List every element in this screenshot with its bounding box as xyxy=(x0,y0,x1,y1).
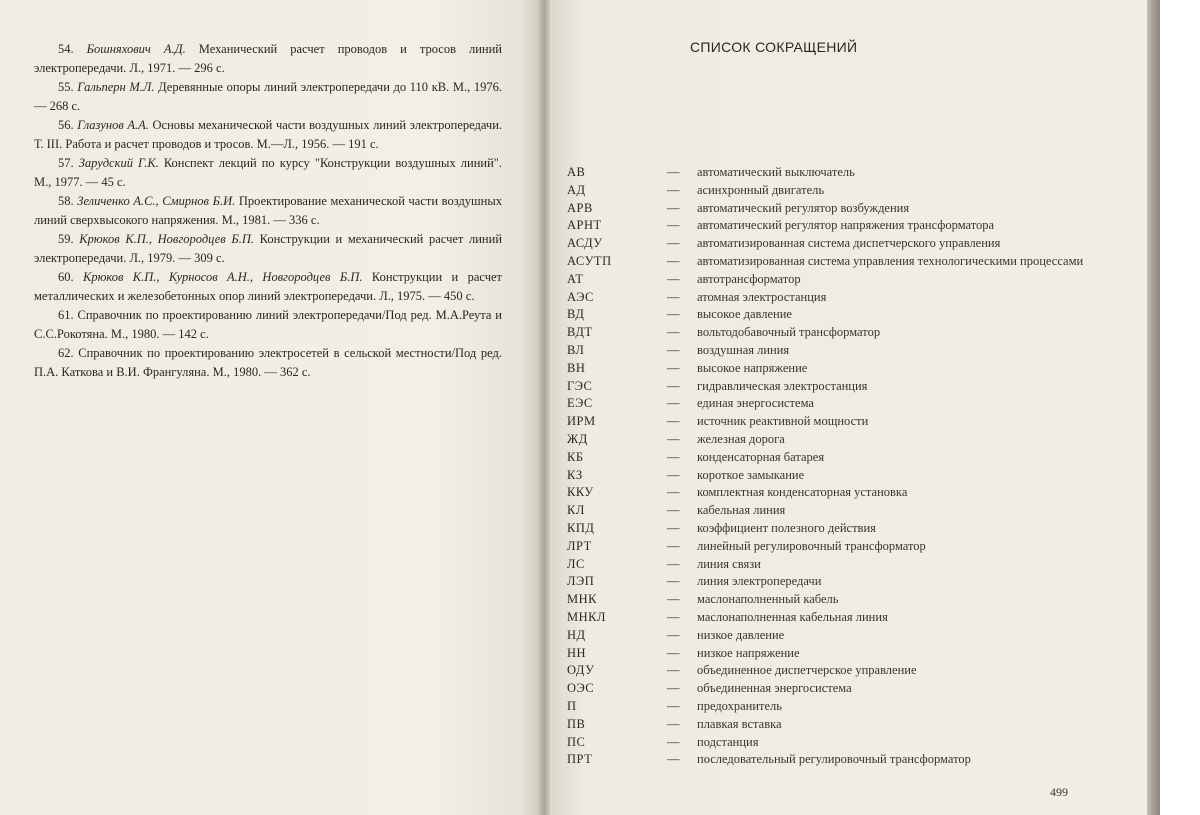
abbreviation-dash: — xyxy=(667,467,680,482)
abbreviation-dash: — xyxy=(667,698,680,713)
abbreviation-definition: маслонаполненная кабельная линия xyxy=(697,609,888,624)
abbreviation-definition: автоматизированная система диспетчерского управления xyxy=(697,236,1001,251)
reference-number: 57. xyxy=(58,156,74,170)
reference-text: Конструкции и механический расчет линий электропередачи. Л., 1979. — 309 с. xyxy=(34,232,503,265)
abbreviation-code: ВД xyxy=(567,307,585,322)
abbreviation-definition: единая энергосистема xyxy=(697,396,814,411)
abbreviation-definition: линия электропередачи xyxy=(697,574,822,589)
abbreviation-row xyxy=(567,413,1087,431)
abbreviation-definition: высокое давление xyxy=(697,307,792,322)
abbreviation-row xyxy=(567,217,1087,235)
abbreviation-dash: — xyxy=(667,182,680,197)
abbreviation-row xyxy=(567,289,1087,307)
abbreviation-row xyxy=(567,627,1087,645)
abbreviation-definition: подстанция xyxy=(697,734,759,749)
abbreviation-code: АТ xyxy=(567,271,584,286)
abbreviation-code: АЭС xyxy=(567,289,594,304)
abbreviation-code: АВ xyxy=(567,165,586,179)
abbreviation-dash: — xyxy=(667,520,680,535)
abbreviation-code: П xyxy=(567,698,577,713)
abbreviation-code: ИРМ xyxy=(567,414,596,429)
abbreviation-code: ЛС xyxy=(567,556,585,571)
abbreviation-definition: гидравлическая электростанция xyxy=(697,378,868,393)
abbreviation-dash: — xyxy=(667,663,680,678)
abbreviation-code: ОЭС xyxy=(567,681,595,696)
reference-number: 54. xyxy=(58,42,74,56)
abbreviation-code: КБ xyxy=(567,449,584,464)
abbreviation-dash: — xyxy=(667,449,680,464)
abbreviation-definition: кабельная линия xyxy=(697,503,786,518)
reference-item xyxy=(34,230,502,268)
abbreviation-code: ККУ xyxy=(567,485,594,500)
abbreviation-code: ОДУ xyxy=(567,663,595,678)
abbreviation-code: ЛРТ xyxy=(567,538,592,553)
abbreviation-row xyxy=(567,662,1087,680)
reference-item xyxy=(34,78,502,116)
abbreviation-row xyxy=(567,324,1087,342)
abbreviation-code: АРНТ xyxy=(567,218,602,233)
abbreviation-row xyxy=(567,520,1087,538)
abbreviation-dash: — xyxy=(667,645,680,660)
abbreviation-row xyxy=(567,609,1087,627)
abbreviation-definition: автотрансформатор xyxy=(697,271,801,286)
abbreviation-definition: последовательный регулировочный трансформатор xyxy=(697,752,971,767)
reference-authors: Глазунов А.А. xyxy=(77,118,149,132)
abbreviation-code: ПВ xyxy=(567,716,586,731)
reference-authors: Крюков К.П., Новгородцев Б.П. xyxy=(79,232,254,246)
reference-item xyxy=(34,306,502,344)
abbreviation-definition: воздушная линия xyxy=(697,342,790,357)
abbreviation-definition: конденсаторная батарея xyxy=(697,449,825,464)
abbreviation-code: АД xyxy=(567,182,586,197)
reference-authors: Бошняхович А.Д. xyxy=(86,42,186,56)
abbreviation-row xyxy=(567,182,1087,200)
abbreviation-dash: — xyxy=(667,378,680,393)
reference-text: Механический расчет проводов и тросов линий электропередачи. Л., 1971. — 296 с. xyxy=(34,42,502,75)
abbreviation-code: МНКЛ xyxy=(567,609,606,624)
abbreviation-code: ПС xyxy=(567,734,586,749)
abbreviation-dash: — xyxy=(667,253,680,268)
abbreviation-row xyxy=(567,395,1087,413)
reference-number: 60. xyxy=(58,270,74,284)
abbreviation-row xyxy=(567,164,1087,182)
abbreviation-definition: железная дорога xyxy=(697,431,785,446)
abbreviation-dash: — xyxy=(667,271,680,286)
abbreviation-dash: — xyxy=(667,627,680,642)
abbreviation-row xyxy=(567,271,1087,289)
abbreviation-dash: — xyxy=(667,236,680,251)
reference-authors: Зарудский Г.К. xyxy=(78,156,159,170)
abbreviation-dash: — xyxy=(667,681,680,696)
page-title: СПИСОК СОКРАЩЕНИЙ xyxy=(690,39,858,55)
abbreviation-definition: линия связи xyxy=(697,556,761,571)
page-edge xyxy=(1147,0,1160,815)
abbreviation-dash: — xyxy=(667,165,680,179)
abbreviation-definition: автоматический регулятор напряжения трансформатора xyxy=(697,218,995,233)
abbreviation-dash: — xyxy=(667,289,680,304)
abbreviation-dash: — xyxy=(667,734,680,749)
abbreviation-dash: — xyxy=(667,485,680,500)
reference-text: Конспект лекций по курсу "Конструкции воздушных линий". М., 1977. — 45 с. xyxy=(34,156,502,189)
abbreviation-definition: высокое напряжение xyxy=(697,360,808,375)
abbreviation-row xyxy=(567,716,1087,734)
abbreviation-row xyxy=(567,200,1087,218)
abbreviation-code: АРВ xyxy=(567,200,593,215)
abbreviation-code: КЗ xyxy=(567,467,583,482)
abbreviation-code: АСУТП xyxy=(567,253,612,268)
abbreviation-dash: — xyxy=(667,752,680,767)
abbreviation-dash: — xyxy=(667,325,680,340)
abbreviation-definition: автоматизированная система управления технологическими процессами xyxy=(697,253,1084,268)
reference-text: Основы механической части воздушных линий электропередачи. Т. III. Работа и расчет проводов и тросов. М.—Л., 1956. — 191 с. xyxy=(34,118,503,151)
abbreviation-dash: — xyxy=(667,592,680,607)
abbreviation-definition: маслонаполненный кабель xyxy=(697,592,839,607)
reference-authors: Зеличенко А.С., Смирнов Б.И. xyxy=(77,194,236,208)
reference-text: Справочник по проектированию электросетей в сельской местности/Под ред. П.А. Каткова и В.И. Франгуляна. М., 1980. — 362 с. xyxy=(34,346,502,379)
reference-number: 58. xyxy=(58,194,74,208)
abbreviation-row xyxy=(567,734,1087,752)
abbreviation-definition: короткое замыкание xyxy=(697,467,805,482)
abbreviation-definition: объединенная энергосистема xyxy=(697,681,852,696)
abbreviation-definition: вольтодобавочный трансформатор xyxy=(697,325,881,340)
abbreviation-dash: — xyxy=(667,342,680,357)
abbreviation-definition: асинхронный двигатель xyxy=(697,182,825,197)
abbreviation-code: ПРТ xyxy=(567,752,593,767)
abbreviation-row xyxy=(567,680,1087,698)
reference-text: Конструкции и расчет металлических и железобетонных опор линий электропередачи. Л., 1975. — 450 с. xyxy=(34,270,503,303)
abbreviation-dash: — xyxy=(667,574,680,589)
abbreviation-dash: — xyxy=(667,414,680,429)
abbreviation-row xyxy=(567,538,1087,556)
reference-item xyxy=(34,116,502,154)
abbreviation-code: ВДТ xyxy=(567,325,593,340)
abbreviation-row xyxy=(567,573,1087,591)
page-number: 499 xyxy=(1050,785,1068,799)
reference-item xyxy=(34,268,502,306)
abbreviation-row xyxy=(567,235,1087,253)
abbreviation-code: ГЭС xyxy=(567,378,593,393)
abbreviation-definition: линейный регулировочный трансформатор xyxy=(697,538,926,553)
abbreviation-row xyxy=(567,484,1087,502)
abbreviation-code: НН xyxy=(567,645,587,660)
abbreviation-code: АСДУ xyxy=(567,236,603,251)
reference-text: Справочник по проектированию линий электропередачи/Под ред. М.А.Реута и С.С.Рокотяна. М., 1980. — 142 с. xyxy=(34,308,502,341)
abbreviation-dash: — xyxy=(667,307,680,322)
abbreviation-dash: — xyxy=(667,431,680,446)
abbreviation-code: НД xyxy=(567,627,586,642)
abbreviation-dash: — xyxy=(667,556,680,571)
abbreviation-row xyxy=(567,378,1087,396)
abbreviation-dash: — xyxy=(667,538,680,553)
abbreviation-row xyxy=(567,360,1087,378)
reference-authors: Крюков К.П., Курносов А.Н., Новгородцев Б.П. xyxy=(83,270,363,284)
reference-authors: Гальперн М.Л. xyxy=(77,80,155,94)
abbreviation-row xyxy=(567,698,1087,716)
reference-item xyxy=(34,344,502,382)
abbreviation-row xyxy=(567,751,1087,769)
reference-list xyxy=(34,40,502,382)
abbreviation-definition: плавкая вставка xyxy=(697,716,782,731)
abbreviation-code: ВЛ xyxy=(567,342,585,357)
abbreviation-row xyxy=(567,431,1087,449)
abbreviation-code: ЛЭП xyxy=(567,574,595,589)
abbreviation-row xyxy=(567,306,1087,324)
abbreviation-row xyxy=(567,645,1087,663)
abbreviation-row xyxy=(567,467,1087,485)
abbreviation-dash: — xyxy=(667,360,680,375)
reference-item xyxy=(34,154,502,192)
abbreviation-dash: — xyxy=(667,503,680,518)
reference-number: 61. xyxy=(58,308,74,322)
abbreviation-dash: — xyxy=(667,396,680,411)
abbreviation-row xyxy=(567,591,1087,609)
abbreviation-dash: — xyxy=(667,200,680,215)
abbreviation-definition: коэффициент полезного действия xyxy=(697,520,876,535)
abbreviation-row xyxy=(567,449,1087,467)
reference-number: 55. xyxy=(58,80,74,94)
reference-item xyxy=(34,192,502,230)
abbreviation-dash: — xyxy=(667,218,680,233)
abbreviation-row xyxy=(567,253,1087,271)
abbreviation-row xyxy=(567,342,1087,360)
reference-text: Деревянные опоры линий электропередачи до 110 кВ. М., 1976. — 268 с. xyxy=(34,80,502,113)
abbreviation-definition: атомная электростанция xyxy=(697,289,827,304)
abbreviation-code: КЛ xyxy=(567,503,585,518)
abbreviation-row xyxy=(567,556,1087,574)
abbreviation-dash: — xyxy=(667,609,680,624)
abbreviation-definition: низкое напряжение xyxy=(697,645,800,660)
abbreviation-row xyxy=(567,502,1087,520)
abbreviation-code: ВН xyxy=(567,360,586,375)
abbreviation-definition: объединенное диспетчерское управление xyxy=(697,663,917,678)
reference-item xyxy=(34,40,502,78)
abbreviation-definition: источник реактивной мощности xyxy=(697,414,869,429)
reference-text: Проектирование механической части воздушных линий сверхвысокого напряжения. М., 1981. — 336 с. xyxy=(34,194,503,227)
abbreviation-code: ЕЭС xyxy=(567,396,593,411)
abbreviation-code: КПД xyxy=(567,520,595,535)
abbreviation-code: МНК xyxy=(567,592,597,607)
abbreviation-definition: комплектная конденсаторная установка xyxy=(697,485,908,500)
abbreviation-definition: автоматический выключатель xyxy=(697,165,855,179)
reference-number: 59. xyxy=(58,232,74,246)
abbreviation-list xyxy=(567,164,1087,769)
abbreviation-definition: предохранитель xyxy=(697,698,782,713)
abbreviation-definition: низкое давление xyxy=(697,627,785,642)
left-page xyxy=(0,0,543,815)
reference-number: 56. xyxy=(58,118,74,132)
abbreviation-definition: автоматический регулятор возбуждения xyxy=(697,200,910,215)
reference-number: 62. xyxy=(58,346,74,360)
abbreviation-dash: — xyxy=(667,716,680,731)
abbreviation-code: ЖД xyxy=(567,431,588,446)
